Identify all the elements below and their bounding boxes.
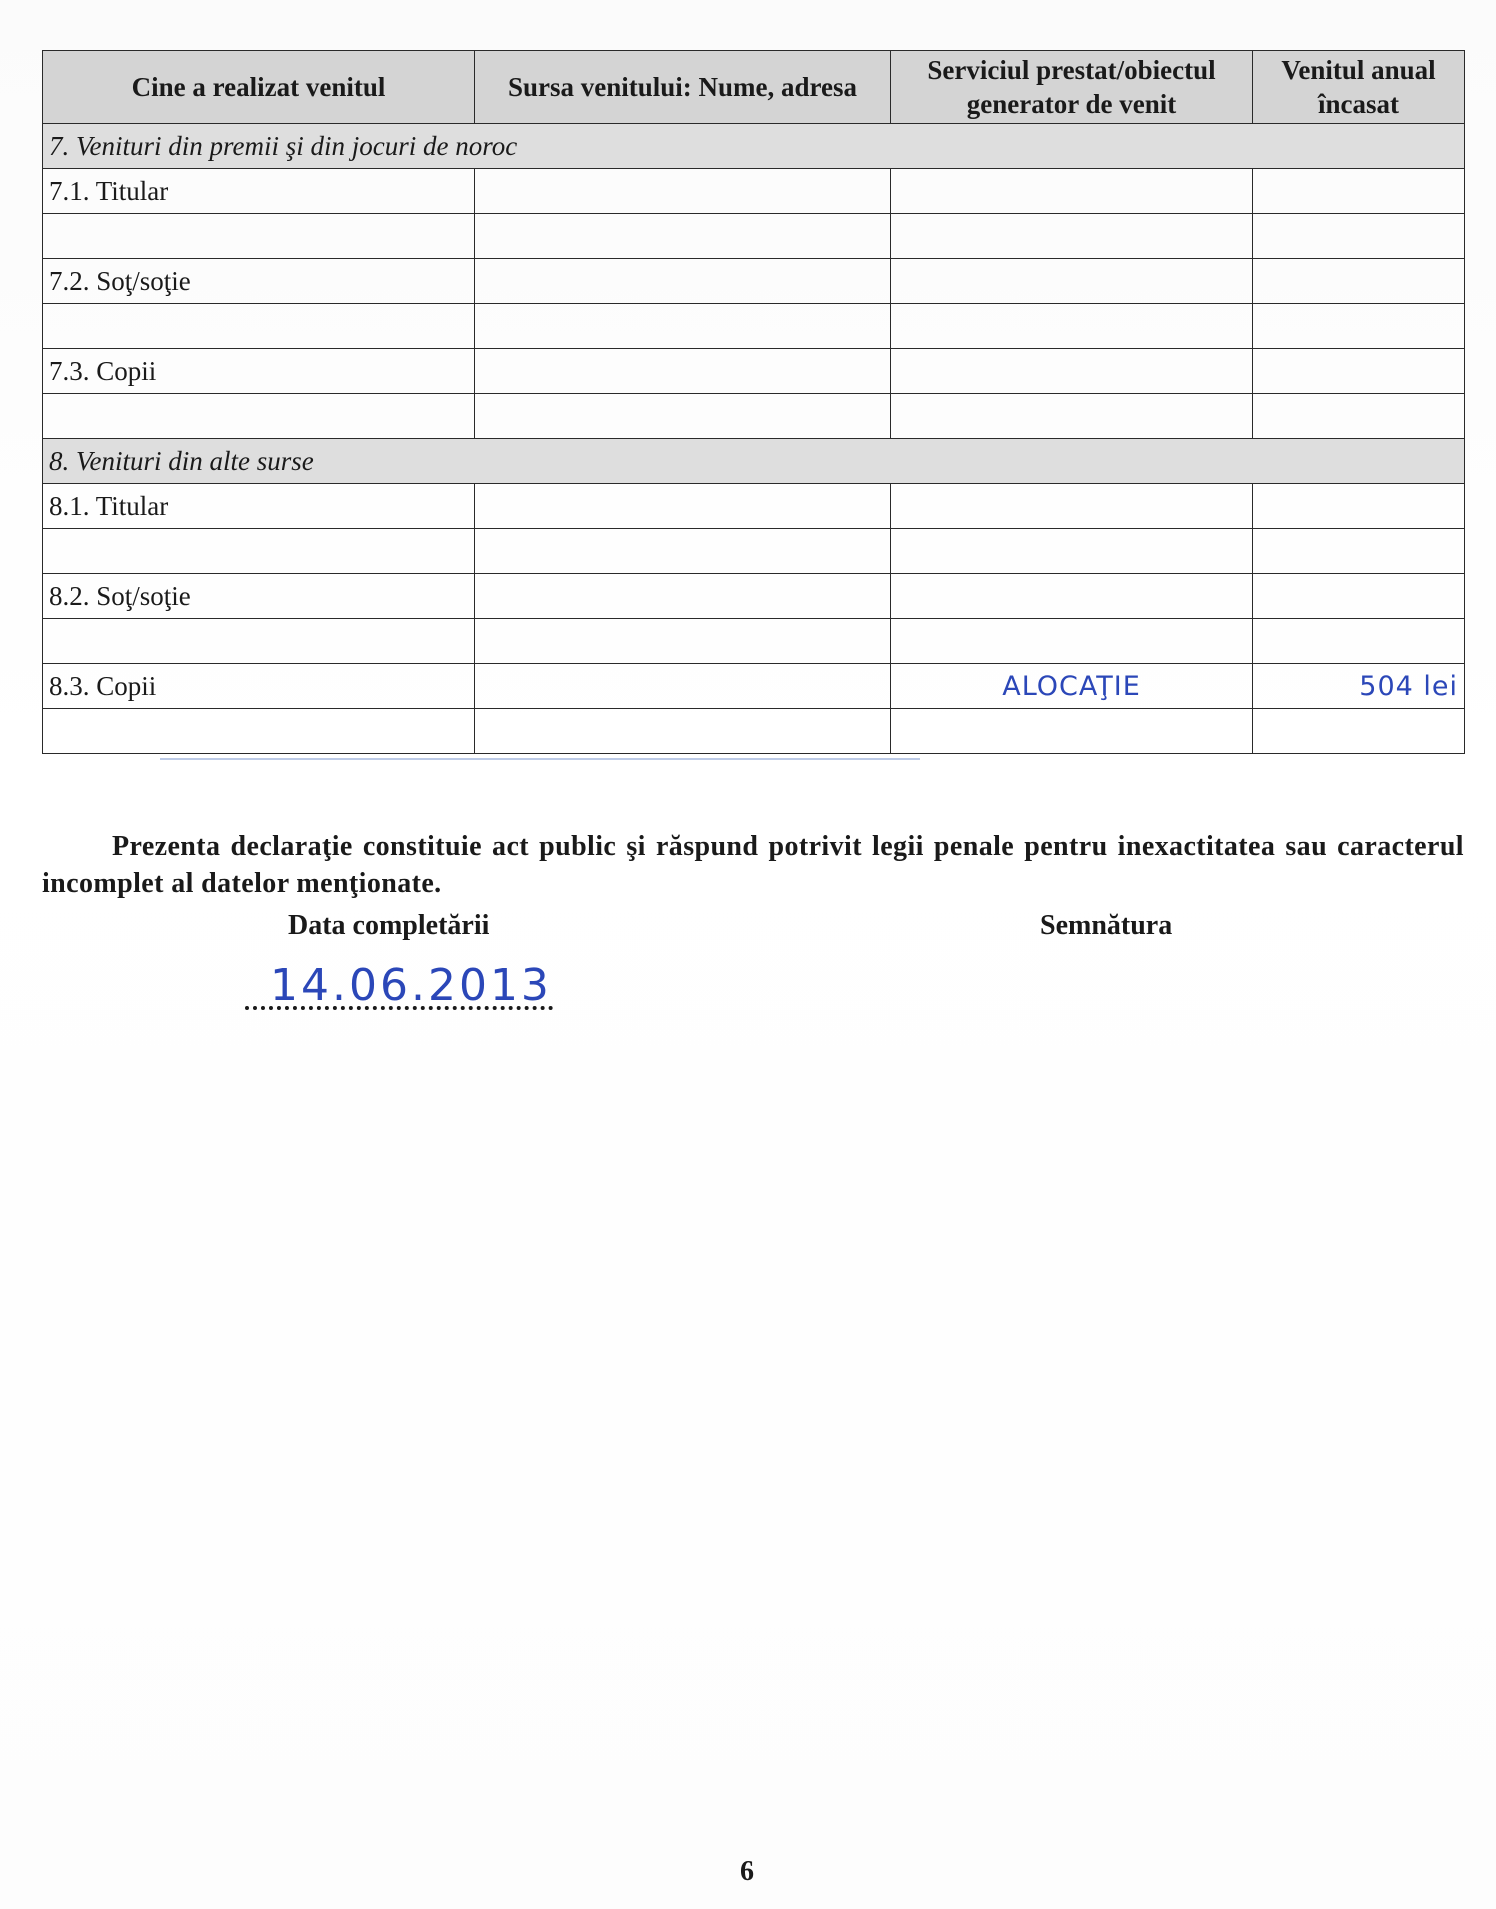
cell-source bbox=[475, 484, 891, 529]
cell-source bbox=[475, 664, 891, 709]
cell-income bbox=[1253, 169, 1465, 214]
cell-who: 7.2. Soţ/soţie bbox=[43, 259, 475, 304]
table-row bbox=[43, 529, 1465, 574]
cell-income bbox=[1253, 214, 1465, 259]
cell-source bbox=[475, 214, 891, 259]
table-row bbox=[43, 619, 1465, 664]
cell-income bbox=[1253, 709, 1465, 754]
cell-who: 7.3. Copii bbox=[43, 349, 475, 394]
cell-source bbox=[475, 529, 891, 574]
cell-who: 8.2. Soţ/soţie bbox=[43, 574, 475, 619]
cell-who: 8.3. Copii bbox=[43, 664, 475, 709]
cell-income bbox=[1253, 259, 1465, 304]
cell-who bbox=[43, 619, 475, 664]
cell-service-handwritten: ALOCAŢIE bbox=[891, 664, 1253, 709]
cell-who bbox=[43, 214, 475, 259]
cell-who: 8.1. Titular bbox=[43, 484, 475, 529]
cell-who bbox=[43, 304, 475, 349]
cell-service bbox=[891, 394, 1253, 439]
cell-income-handwritten: 504 lei bbox=[1253, 664, 1465, 709]
cell-service bbox=[891, 349, 1253, 394]
header-who: Cine a realizat venitul bbox=[43, 51, 475, 124]
header-income: Venitul anual încasat bbox=[1253, 51, 1465, 124]
table-row bbox=[43, 259, 1465, 304]
table-row bbox=[43, 169, 1465, 214]
date-label: Data completării bbox=[288, 910, 490, 941]
cell-service bbox=[891, 484, 1253, 529]
pen-stroke-line bbox=[160, 758, 920, 760]
handwritten-date: 14.06.2013 bbox=[270, 960, 552, 1011]
cell-source bbox=[475, 169, 891, 214]
cell-service bbox=[891, 259, 1253, 304]
cell-source bbox=[475, 394, 891, 439]
declaration-statement: Prezenta declaraţie constituie act public şi răspund potrivit legii penale pentru inexactitatea sau caracterul incomplet al datelor menţionate. bbox=[42, 831, 1464, 899]
cell-income bbox=[1253, 619, 1465, 664]
page-number: 6 bbox=[740, 1856, 754, 1887]
section-title: 7. Venituri din premii şi din jocuri de noroc bbox=[43, 124, 1465, 169]
date-dotted-line bbox=[245, 1006, 553, 1010]
cell-source bbox=[475, 349, 891, 394]
table-row bbox=[43, 349, 1465, 394]
cell-service bbox=[891, 169, 1253, 214]
cell-who bbox=[43, 709, 475, 754]
income-table bbox=[42, 50, 1465, 754]
cell-source bbox=[475, 574, 891, 619]
section-row bbox=[43, 439, 1465, 484]
cell-who: 7.1. Titular bbox=[43, 169, 475, 214]
cell-who bbox=[43, 394, 475, 439]
table-row bbox=[43, 709, 1465, 754]
cell-income bbox=[1253, 574, 1465, 619]
cell-service bbox=[891, 529, 1253, 574]
cell-service bbox=[891, 214, 1253, 259]
cell-income bbox=[1253, 394, 1465, 439]
cell-income bbox=[1253, 349, 1465, 394]
table-header-row bbox=[43, 51, 1465, 124]
table-row bbox=[43, 304, 1465, 349]
cell-source bbox=[475, 304, 891, 349]
cell-source bbox=[475, 259, 891, 304]
cell-source bbox=[475, 709, 891, 754]
signature-label: Semnătura bbox=[1040, 910, 1173, 941]
cell-source bbox=[475, 619, 891, 664]
cell-income bbox=[1253, 304, 1465, 349]
table-row bbox=[43, 484, 1465, 529]
table-row bbox=[43, 394, 1465, 439]
header-service: Serviciul prestat/obiectul generator de venit bbox=[891, 51, 1253, 124]
cell-service bbox=[891, 574, 1253, 619]
cell-income bbox=[1253, 529, 1465, 574]
section-title: 8. Venituri din alte surse bbox=[43, 439, 1465, 484]
header-source: Sursa venitului: Nume, adresa bbox=[475, 51, 891, 124]
cell-service bbox=[891, 619, 1253, 664]
section-row bbox=[43, 124, 1465, 169]
cell-who bbox=[43, 529, 475, 574]
cell-service bbox=[891, 304, 1253, 349]
table-row bbox=[43, 214, 1465, 259]
cell-income bbox=[1253, 484, 1465, 529]
cell-service bbox=[891, 709, 1253, 754]
table-row bbox=[43, 574, 1465, 619]
table-row bbox=[43, 664, 1465, 709]
